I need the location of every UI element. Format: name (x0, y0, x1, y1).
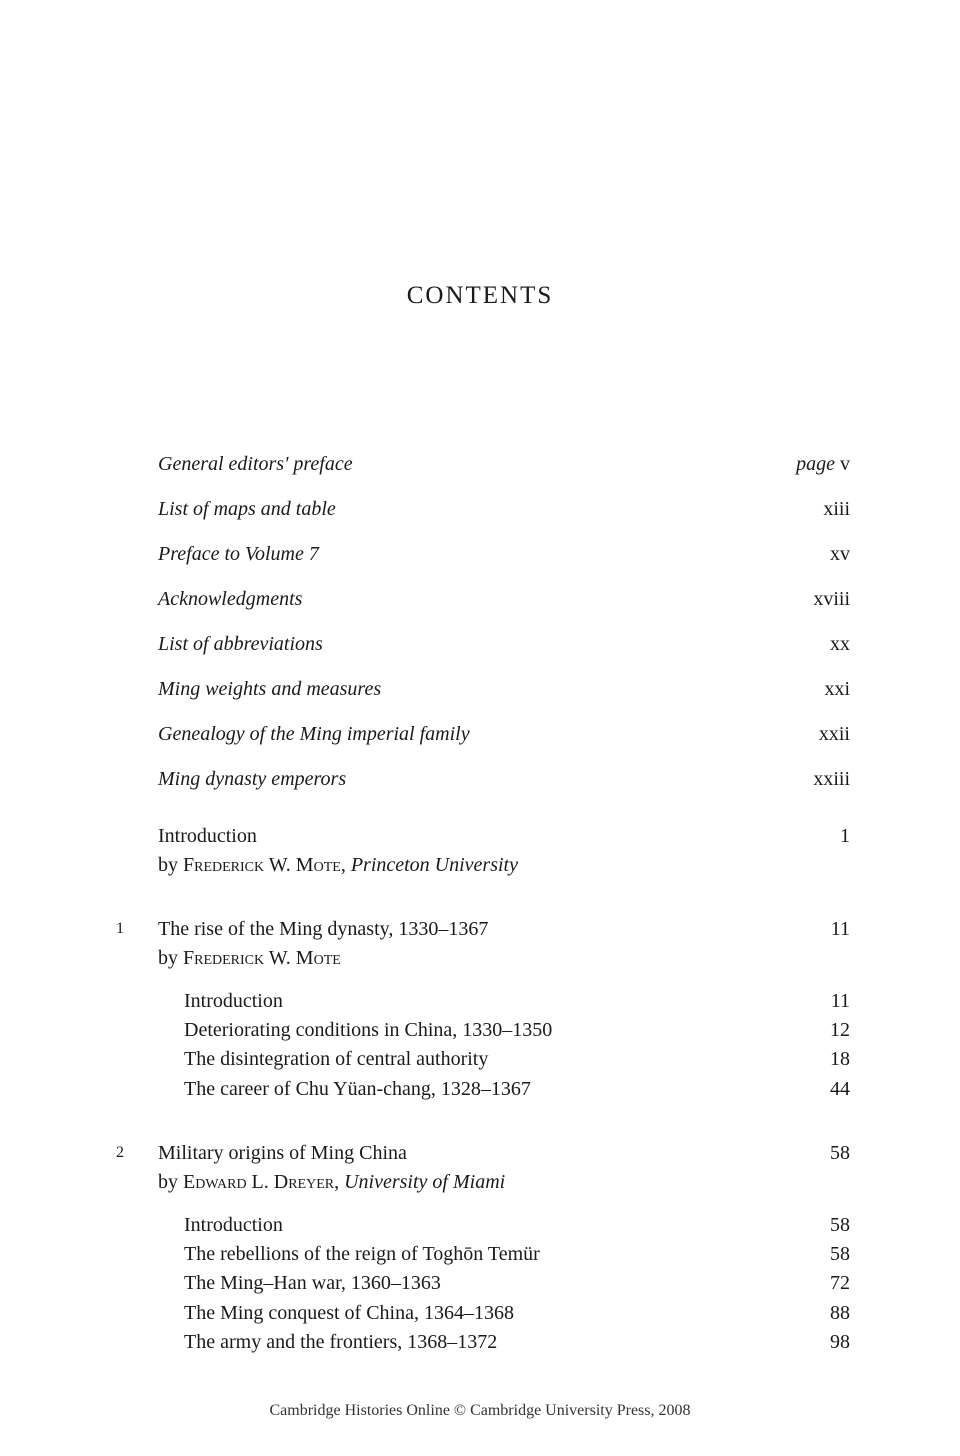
toc-entry-list-of-abbreviations[interactable] (158, 630, 850, 658)
section-label: Introduction (184, 1214, 283, 1236)
section-page: 18 (830, 1048, 850, 1070)
toc-entry-weights-and-measures[interactable] (158, 675, 850, 703)
byline-by: by (158, 1171, 178, 1193)
section-page: 98 (830, 1331, 850, 1353)
toc-section[interactable] (184, 1299, 850, 1327)
toc-section[interactable] (184, 1328, 850, 1356)
toc-section[interactable] (184, 1269, 850, 1297)
toc-entry-page: xxiii (813, 768, 850, 790)
section-page: 58 (830, 1214, 850, 1236)
section-page: 44 (830, 1078, 850, 1100)
section-page: 58 (830, 1243, 850, 1265)
toc-entry-page: 1 (840, 825, 850, 847)
toc-entry-list-of-maps[interactable] (158, 495, 850, 523)
page-title: CONTENTS (406, 282, 554, 309)
toc-entry-page: xxi (824, 678, 850, 700)
section-page: 88 (830, 1302, 850, 1324)
section-page: 11 (830, 990, 850, 1012)
toc-entry-label: Ming weights and measures (158, 678, 382, 700)
author-name: Edward L. Dreyer (183, 1171, 335, 1193)
toc-section[interactable] (184, 1211, 850, 1239)
author-affiliation: Princeton University (350, 854, 518, 876)
section-page: 72 (830, 1272, 850, 1294)
section-label: The career of Chu Yüan-chang, 1328–1367 (184, 1078, 531, 1100)
toc-section[interactable] (184, 1075, 850, 1103)
page-number: v (840, 453, 850, 475)
byline: by Edward L. Dreyer, University of Miami (158, 1171, 506, 1193)
section-label: The Ming conquest of China, 1364–1368 (184, 1302, 514, 1324)
section-label: Deteriorating conditions in China, 1330–1350 (184, 1019, 553, 1041)
copyright-footer: Cambridge Histories Online © Cambridge University Press, 2008 (269, 1402, 691, 1419)
chapter-number: 2 (116, 1144, 124, 1161)
byline: by Frederick W. Mote, Princeton University (158, 854, 518, 876)
toc-chapter-2[interactable] (116, 1139, 850, 1167)
section-label: The disintegration of central authority (184, 1048, 489, 1070)
section-label: The rebellions of the reign of Toghōn Temür (184, 1243, 540, 1265)
toc-entry-label: List of maps and table (158, 498, 336, 520)
chapter-1-byline (158, 944, 850, 972)
section-page: 12 (830, 1019, 850, 1041)
byline-by: by (158, 854, 178, 876)
toc-entry-acknowledgments[interactable] (158, 585, 850, 613)
introduction-byline (158, 851, 850, 879)
toc-entry-label: Preface to Volume 7 (158, 543, 319, 565)
page-prefix: page (796, 453, 835, 475)
toc-chapter-1[interactable] (116, 915, 850, 943)
section-label: The army and the frontiers, 1368–1372 (184, 1331, 498, 1353)
toc-entry-label: Acknowledgments (158, 588, 303, 610)
chapter-2-byline (158, 1168, 850, 1196)
toc-entry-page: xxii (818, 723, 850, 745)
toc-entry-page: xviii (813, 588, 850, 610)
toc-entry-genealogy[interactable] (158, 720, 850, 748)
toc-entry-preface-volume-7[interactable] (158, 540, 850, 568)
toc-section[interactable] (184, 1240, 850, 1268)
byline (158, 944, 341, 972)
toc-entry-page: xv (830, 543, 850, 565)
chapter-page: 11 (830, 918, 850, 940)
toc-entry-label: List of abbreviations (158, 633, 323, 655)
toc-entry-label: Ming dynasty emperors (158, 768, 347, 790)
author-affiliation: University of Miami (344, 1171, 506, 1193)
chapter-number: 1 (116, 920, 124, 937)
toc-entry-label: Genealogy of the Ming imperial family (158, 723, 470, 745)
toc-entry-page: xiii (823, 498, 850, 520)
toc-entry-page (796, 450, 850, 478)
toc-entry-general-editors-preface[interactable] (158, 450, 850, 478)
toc-entry-introduction[interactable] (158, 822, 850, 850)
chapter-title: Military origins of Ming China (158, 1142, 407, 1164)
byline-by: by (158, 947, 178, 969)
toc-section[interactable] (184, 1016, 850, 1044)
toc-entry-label: General editors' preface (158, 453, 353, 475)
author-name: Frederick W. Mote (183, 854, 341, 876)
author-name: Frederick W. Mote (183, 947, 341, 969)
toc-section[interactable] (184, 987, 850, 1015)
toc-entry-label: Introduction (158, 825, 257, 847)
section-label: Introduction (184, 990, 283, 1012)
chapter-title: The rise of the Ming dynasty, 1330–1367 (158, 918, 489, 940)
toc-entry-ming-emperors[interactable] (158, 765, 850, 793)
toc-entry-page: xx (830, 633, 850, 655)
chapter-page: 58 (830, 1142, 850, 1164)
section-label: The Ming–Han war, 1360–1363 (184, 1272, 441, 1294)
toc-section[interactable] (184, 1045, 850, 1073)
